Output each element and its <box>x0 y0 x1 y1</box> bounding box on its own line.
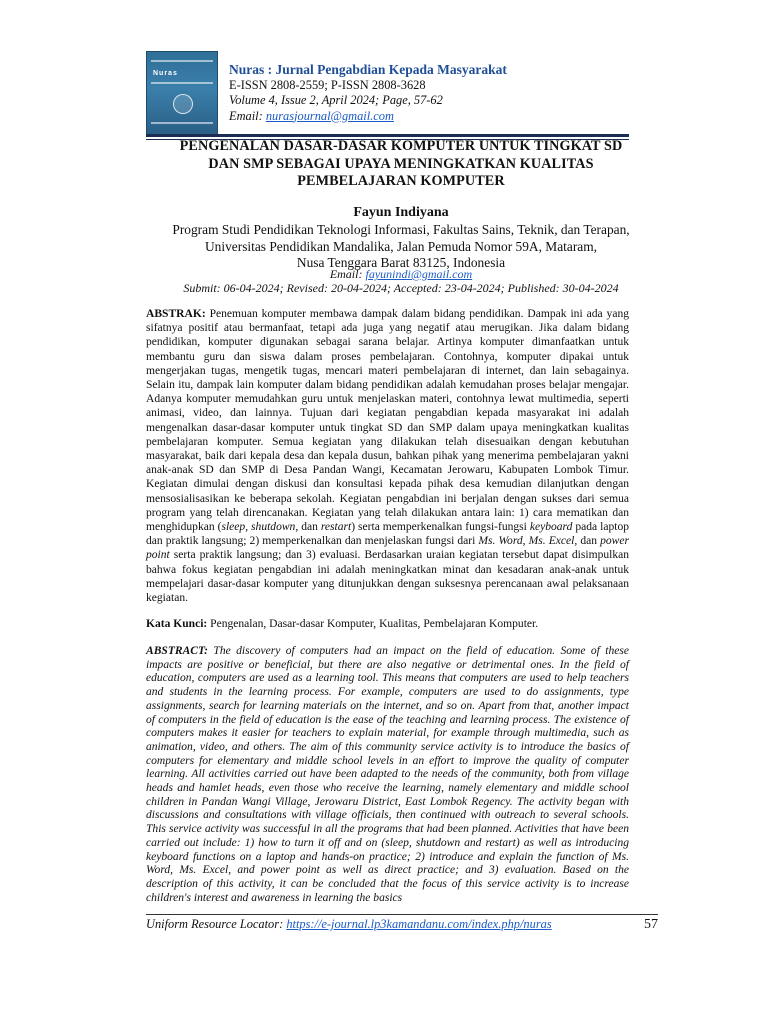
term-msword: Ms. Word <box>478 535 523 548</box>
author-name: Fayun Indiyana <box>353 205 449 220</box>
term-shutdown: shutdown <box>251 521 296 534</box>
article-title-line: DAN SMP SEBAGAI UPAYA MENINGKATKAN KUALITAS <box>208 155 594 172</box>
author-email-link[interactable]: fayunindi@gmail.com <box>365 267 473 281</box>
cover-stripe <box>151 82 213 84</box>
submission-dates: Submit: 06-04-2024; Revised: 20-04-2024; Accepted: 23-04-2024; Published: 30-04-2024 <box>183 281 619 295</box>
keywords-label: Kata Kunci: <box>146 618 208 630</box>
abstrak-text: Penemuan komputer membawa dampak dalam bidang pendidikan. Dampak ini ada yang sifatnya positif atau bermanfaat, tetapi ada juga yang negatif atau merugikan. Jika dalam bidang pendidikan, komputer digunakan sebagai sarana belajar. Artinya komputer dimanfaatkan untuk membantu guru dan siswa dalam proses pembelajaran. Contohnya, komputer dipakai untuk mengerjakan tugas, mengetik tugas, mencari materi pembelajaran di internet, dan lain sebagainya. Selain itu, dampak lain komputer dalam bidang pendidikan adalah kemudahan proses belajar mengajar. Adanya komputer memudahkan guru untuk menjelaskan materi, contohnya lewat multimedia, seperti animasi, video, dan lainnya. Tujuan dari kegiatan pengabdian kepada masyarakat ini adalah mengenalkan dasar-dasar komputer untuk tingkat SD dan SMP dalam upaya meningkatkan kualitas pembelajaran komputer. Semua kegiatan yang dilakukan telah disesuaikan dengan kebutuhan masyarakat, baik dari kepala desa dan kepala dusun, bahkan pihak yang menerima pembelajaran yakni anak-anak SD dan SMP di Desa Pandan Wangi, Kecamatan Jerowaru, Kabupaten Lombok Timur. Kegiatan dimulai dengan diskusi dan konsultasi kepada pihak desa kemudian dilanjutkan dengan mensosialisasikan ke beberapa sekolah. Kegiatan pengabdian ini berjalan dengan sukses dari semua program yang telah direncanakan. Kegiatan yang telah dilakukan antara lain: 1) cara mematikan dan menghidupkan ( <box>146 308 629 534</box>
abstrak-text: pada laptop dan praktik langsung; 2) memperkenalkan dan menjelaskan fungsi dari <box>146 521 629 548</box>
abstract-paragraph <box>146 645 629 905</box>
author-email-label: Email: <box>329 267 363 281</box>
affiliation-line: Universitas Pendidikan Mandalika, Jalan Pemuda Nomor 59A, Mataram, <box>205 238 597 254</box>
keywords-paragraph <box>146 617 629 631</box>
term-restart: restart <box>320 521 352 534</box>
header-rule-thick <box>146 134 629 137</box>
journal-email-label: Email: <box>229 108 263 123</box>
journal-cover-image <box>146 51 218 135</box>
page-footer <box>146 917 658 932</box>
abstrak-paragraph <box>146 307 629 605</box>
footer-rule <box>146 914 658 915</box>
cover-stripe <box>151 122 213 124</box>
journal-issn: E-ISSN 2808-2559; P-ISSN 2808-3628 <box>229 77 426 92</box>
term-msexcel: Ms. Excel <box>528 535 575 548</box>
term-keyboard: keyboard <box>529 521 573 534</box>
journal-volume: Volume 4, Issue 2, April 2024; Page, 57-62 <box>229 93 443 107</box>
page-number: 57 <box>644 917 658 932</box>
cover-stripe <box>151 60 213 62</box>
cover-title: Nuras <box>153 70 178 77</box>
journal-email-link[interactable]: nurasjournal@gmail.com <box>265 108 394 123</box>
journal-name: Nuras : Jurnal Pengabdian Kepada Masyarakat <box>229 62 507 77</box>
abstrak-text: serta praktik langsung; dan 3) evaluasi. Berdasarkan uraian kegiatan tersebut dapat disimpulkan bahwa fokus kegiatan pengabdian ini adalah meningkatkan minat dan kesadaran anak-anak untuk mempelajari dasar-dasar komputer yang ditunjukkan dengan suksesnya perencanaan awal pelaksanaan kegiatan. <box>146 549 629 605</box>
article-title-line: PEMBELAJARAN KOMPUTER <box>297 173 505 189</box>
abstrak-text: , <box>522 535 529 548</box>
author-affiliation <box>146 222 656 272</box>
footer-url-label: Uniform Resource Locator: <box>146 917 284 931</box>
footer-url-link[interactable]: https://e-journal.lp3kamandanu.com/index.php/nuras <box>286 917 552 931</box>
journal-email-line <box>229 109 507 125</box>
affiliation-line: Program Studi Pendidikan Teknologi Informasi, Fakultas Sains, Teknik, dan Terapan, <box>172 222 630 237</box>
term-powerpoint: power point <box>146 535 629 562</box>
abstrak-text: , dan <box>574 535 601 548</box>
abstrak-text: , <box>245 521 252 534</box>
abstrak-label: ABSTRAK: <box>146 308 206 320</box>
abstract-text: The discovery of computers had an impact on the field of education. Some of these impacts are positive or beneficial, but there are also negative or detrimental ones. In the field of education, computers are used as a learning tool. This means that computers are used to help teachers and students in the learning process. For example, computers are used to do assignments, type assignments, search for learning materials on the internet, and so on. Apart from that, another impact of computers in the field of education is the ease of the teaching and learning process. The existence of computers makes it easier for teachers to explain material, for example through multimedia, such as animation, video, and others. The aim of this community service activity is to introduce the basics of computers for elementary and middle school levels in an effort to improve the quality of computer learning. All activities carried out have been adapted to the needs of the community, both from village heads and hamlet heads, even those who receive the learning, namely elementary and middle school children in Pandan Wangi Village, Jerowaru District, East Lombok Regency. The activity began with discussions and consultations with village officials, then continued with outreach to several schools. This service activity was successful in all the programs that had been planned. Activities that have been carried out include: 1) how to turn it off and on (sleep, shutdown and restart) as well as introducing keyboard functions on a laptop and hands-on practice; 2) introduce and explain the function of Ms. Word, Ms. Excel, and power point as well as direct practice; and 3) evaluation. Based on the description of this activity, it can be concluded that the focus of this service activity is to increase children's interest and awareness in learning the basics <box>146 645 629 904</box>
cover-seal-icon <box>173 94 193 114</box>
term-sleep: sleep <box>221 521 246 534</box>
abstrak-text: , dan <box>295 521 321 534</box>
affiliation-line: Nusa Tenggara Barat 83125, Indonesia <box>296 255 506 271</box>
article-title-line: PENGENALAN DASAR-DASAR KOMPUTER UNTUK TINGKAT SD <box>179 138 623 154</box>
journal-header <box>229 62 507 124</box>
abstract-label: ABSTRACT: <box>146 645 209 657</box>
article-title <box>146 138 656 191</box>
keywords-text: Pengenalan, Dasar-dasar Komputer, Kualitas, Pembelajaran Komputer. <box>207 618 539 630</box>
abstrak-text: ) serta memperkenalkan fungsi-fungsi <box>351 521 530 534</box>
author-email-line <box>146 267 656 282</box>
